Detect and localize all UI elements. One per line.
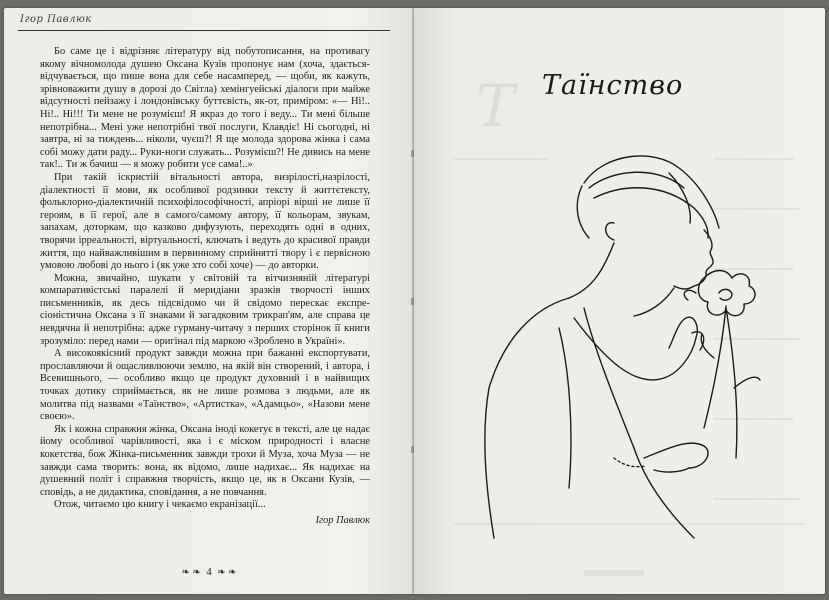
right-page	[414, 8, 825, 594]
paragraph-2: При такій іскристій вітальності автора, визрілості,назрілості, діалектності її мови, як особливої родзинки тексту й життєтексту, фольклорно-діалектичній психофілософічності, апріорі вірші не лише її героям, в її герої, але в самого/самому автору, її кольорам, звукам, запахам, доторкам, що казково дифузують, переходять одні в одних, творячи ірреальності, віртуальності, ключать і ведуть до красивої правди життя, що найважливішим в первинному сприйнятті твору і є первісною умовою любові до нього і (як уже хто собі хоче) — до авторки.	[40, 171, 370, 272]
page-number-value: 4	[206, 566, 212, 578]
folio-ornament-left-icon: ❧ ❧	[181, 567, 201, 578]
woman-with-flower-illustration	[464, 128, 764, 548]
chapter-title: Таїнство	[542, 70, 684, 101]
paragraph-5: Як і кожна справжня жінка, Оксана іноді кокетує в тексті, але це надає йому особливої чарівливості, яка і є міском природності і власне кокетства, бож Жінка-письменник завжди трохи й Муза, хоча Муза — не завжди сама творить: вона, як відомо, лише надихає... Як надихає на душевний політ і справжня творчість, якщо це, як в Оксани Кузів, — сповідь, а не дидактика, сповідання, а не повчання.	[40, 423, 370, 498]
running-header-author: Ігор Павлюк	[20, 14, 92, 25]
paragraph-1: Бо саме це і відрізняє літературу від побутописання, на противагу якому вічномолода душею Оксана Кузів пропонує нам (хоча, здається-відчувається, що пише вона для себе насамперед, — щоби, як кажуть, зрівноважити душу в дорозі до Світла) хемінгуейські діалоги при майже відсутності пейзажу і лондонівську буттєвість, як-от, приміром: «— Ні!.. Ні!.. Ні!!! Ти мене не розумієш! Я якраз до того і веду... Ти мені більше непотрібна... Мені уже непотрібні твої послуги, Клавдіє! Ні сьогодні, ні завтра, ні за тиждень... ніколи, чуєш?! Я ще молода здорова жінка і сама собі можу дати раду... Руки-ноги служать... Розумієш?! Не дивись на мене так!.. Ти ж бачиш — я можу робити усе сама!..»	[40, 46, 370, 171]
left-page	[4, 8, 414, 594]
header-rule	[18, 30, 390, 31]
body-text	[40, 46, 370, 528]
paragraph-4: А високоякісний продукт завжди можна при бажанні експортувати, прославляючи й ощасливлюючи землю, на якій він створений, і автора, і Всевишнього, — особливо якщо це продукт духовний і в найвищих точках дотику сприймається, як не лише розмова з людьми, але як молитва під назвами «Таїнство», «Артистка», «Адамцьо», «Назови мене своєю».	[40, 348, 370, 423]
paragraph-6: Отож, читаємо цю книгу і чекаємо екранізації...	[54, 499, 266, 511]
signature: Ігор Павлюк	[315, 514, 370, 526]
bleed-through-initial: Т	[476, 72, 515, 140]
folio-ornament-right-icon: ❧ ❧	[217, 567, 237, 578]
paragraph-3: Можна, звичайно, шукати у світовій та вітчизняній літературі компаративістські паралелі й меридіани зразків творчості інших письменників, як десь підсвідомо чи й свідомо перескає експресіоністична Оксана з її знаками й загадковим трикрап'ям, але справа це невдячна й непотрібна: адже гурману-читачу з перших сторінок її книги зрозуміло: перед нами — оригінал під маркою «Зроблено в Україні».	[40, 272, 370, 347]
bleed-through-folio	[584, 570, 644, 576]
page-number	[144, 566, 274, 578]
